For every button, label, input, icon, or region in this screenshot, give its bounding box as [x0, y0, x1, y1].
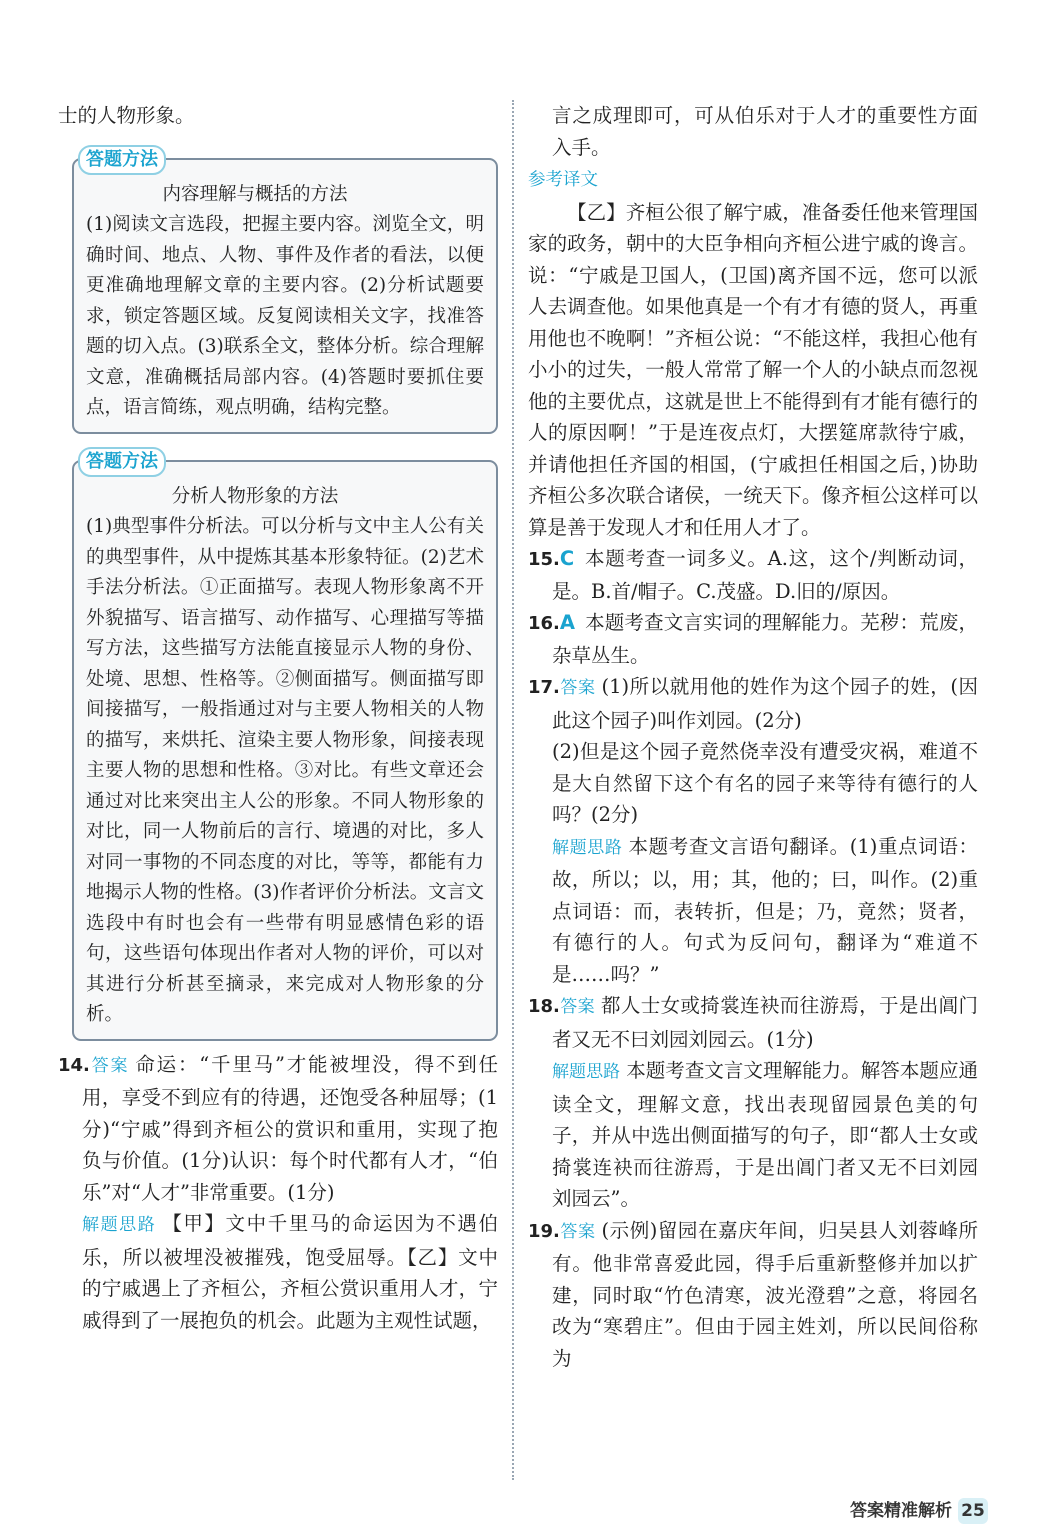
translation-text: 【乙】齐桓公很了解宁戚，准备委任他来管理国家的政务，朝中的大臣争相向齐桓公进宁戚的谗言。说：“宁戚是卫国人，(卫国)离齐国不远，您可以派人去调查他。如果他真是一个有才有德的贤人，再重用他也不晚啊！”齐桓公说：“不能这样，我担心他有小小的过失，一般人常常了解一个人的小缺点而忽视他的主要优点，这就是世上不能得到有才能有德行的人的原因啊！”于是连夜点灯，大摆筵席款待宁戚，并请他担任齐国的相国，(宁戚担任相国之后，)协助齐桓公多次联合诸侯，一统天下。像齐桓公这样可以算是善于发现人才和任用人才了。 — [528, 200, 978, 539]
question-17: 17.答案 (1)所以就用他的姓作为这个园子的姓，(因此这个园子)叫作刘园。(2分) (2)但是这个园子竟然侥幸没有遭受灾祸，难道不是大自然留下这个有名的园子来等待有德行的人吗？(2分) 解题思路 本题考查文言语句翻译。(1)重点词语：故，所以；以，用；其，他的；曰，叫作。(2)重点词语：而，表转折，但是；乃，竟然；贤者，有德行的人。句式为反问句，翻译为“难道不是……吗？” — [528, 675, 979, 986]
hint-tag: 解题思路 — [552, 1062, 621, 1082]
method-tag: 答题方法 — [78, 145, 166, 175]
question-18: 18.答案 都人士女或掎裳连袂而往游焉，于是出阊门者又无不曰刘园刘园云。(1分) 解题思路 本题考查文言文理解能力。解答本题应通读全文，理解文意，找出表现留园景色美的句子，并从中选出侧面描写的句子，即“都人士女或掎裳连袂而往游焉，于是出阊门者又无不曰刘园刘园云”。 — [528, 994, 978, 1210]
footer-label: 答案精准解析 — [850, 1501, 952, 1521]
column-divider — [512, 100, 514, 1480]
question-number: 14. — [58, 1054, 90, 1076]
answer-tag: 答案 — [559, 997, 595, 1017]
continued-text: 言之成理即可，可从伯乐对于人才的重要性方面入手。 — [552, 104, 978, 159]
answer-letter: A — [559, 611, 575, 634]
answer-tag: 答案 — [559, 678, 596, 698]
method-body: (1)典型事件分析法。可以分析与文中主人公有关的典型事件，从中提炼其基本形象特征。(2)艺术手法分析法。①正面描写。表现人物形象离不开外貌描写、语言描写、动作描写、心理描写等描写方法，这些描写方法能直接显示人物的身份、处境、思想、性格等。②侧面描写。侧面描写即间接描写，一般指通过对与主要人物相关的人物的描写，来烘托、渲染主要人物形象，间接表现主要人物的思想和性格。③对比。有些文章还会通过对比来突出主人公的形象。不同人物形象的对比，同一人物前后的言行、境遇的对比，多人对同一事物的不同态度的对比，等等，都能有力地揭示人物的性格。(3)作者评价分析法。文言文选段中有时也会有一些带有明显感情色彩的语句，这些语句体现出作者对人物的评价，可以对其进行分析甚至摘录，来完成对人物形象的分析。 — [86, 516, 484, 1025]
page-number: 25 — [958, 1498, 988, 1524]
translation-header: 参考译文 — [528, 170, 598, 190]
method-title: 分析人物形象的方法 — [171, 485, 339, 507]
method-tag: 答题方法 — [78, 447, 166, 477]
question-19: 19.答案 (示例)留园在嘉庆年间，归吴县人刘蓉峰所有。他非常喜爱此园，得手后重新整修并加以扩建，同时取“竹色清寒，波光澄碧”之意，将园名改为“寒碧庄”。但由于园主姓刘，所以民间俗称为 — [528, 1218, 979, 1370]
method-box-summary — [72, 148, 498, 434]
answer-tag: 答案 — [559, 1221, 596, 1242]
hint-tag: 解题思路 — [82, 1215, 157, 1235]
method-title: 内容理解与概括的方法 — [162, 183, 348, 205]
question-15: 15.C 本题考查一词多义。A.这，这个/判断动词，是。B.首/帽子。C.茂盛。D.旧的/原因。 — [528, 547, 978, 603]
question-16: 16.A 本题考查文言实词的理解能力。芜秽：荒废，杂草丛生。 — [528, 611, 978, 667]
opening-text: 士的人物形象。 — [58, 104, 195, 127]
method-box-character — [72, 450, 498, 1041]
hint-text: 【甲】文中千里马的命运因为不遇伯乐，所以被埋没被摧残，饱受屈辱。【乙】文中的宁戚遇上了齐桓公，齐桓公赏识重用人才，宁戚得到了一展抱负的机会。此题为主观性试题， — [82, 1212, 498, 1332]
hint-tag: 解题思路 — [552, 837, 623, 858]
page-footer — [850, 1496, 988, 1526]
answer-tag: 答案 — [89, 1055, 130, 1076]
answer-letter: C — [559, 547, 575, 570]
answer-text: 命运：“千里马”才能被埋没，得不到任用，享受不到应有的待遇，还饱受各种屈辱；(1分)“宁戚”得到齐桓公的赏识和重用，实现了抱负与价值。(1分)认识：每个时代都有人才，“伯乐”对“人才”非常重要。(1分) — [82, 1052, 498, 1204]
right-column — [528, 100, 978, 1374]
method-body: (1)阅读文言选段，把握主要内容。浏览全文，明确时间、地点、人物、事件及作者的看法，以便更准确地理解文章的主要内容。(2)分析试题要求，锁定答题区域。反复阅读相关文字，找准答题的切入点。(3)联系全文，整体分析。综合理解文意，准确概括局部内容。(4)答题时要抓住要点，语言简练，观点明确，结构完整。 — [86, 214, 484, 418]
question-14 — [58, 1049, 498, 1337]
left-column — [58, 100, 498, 1336]
